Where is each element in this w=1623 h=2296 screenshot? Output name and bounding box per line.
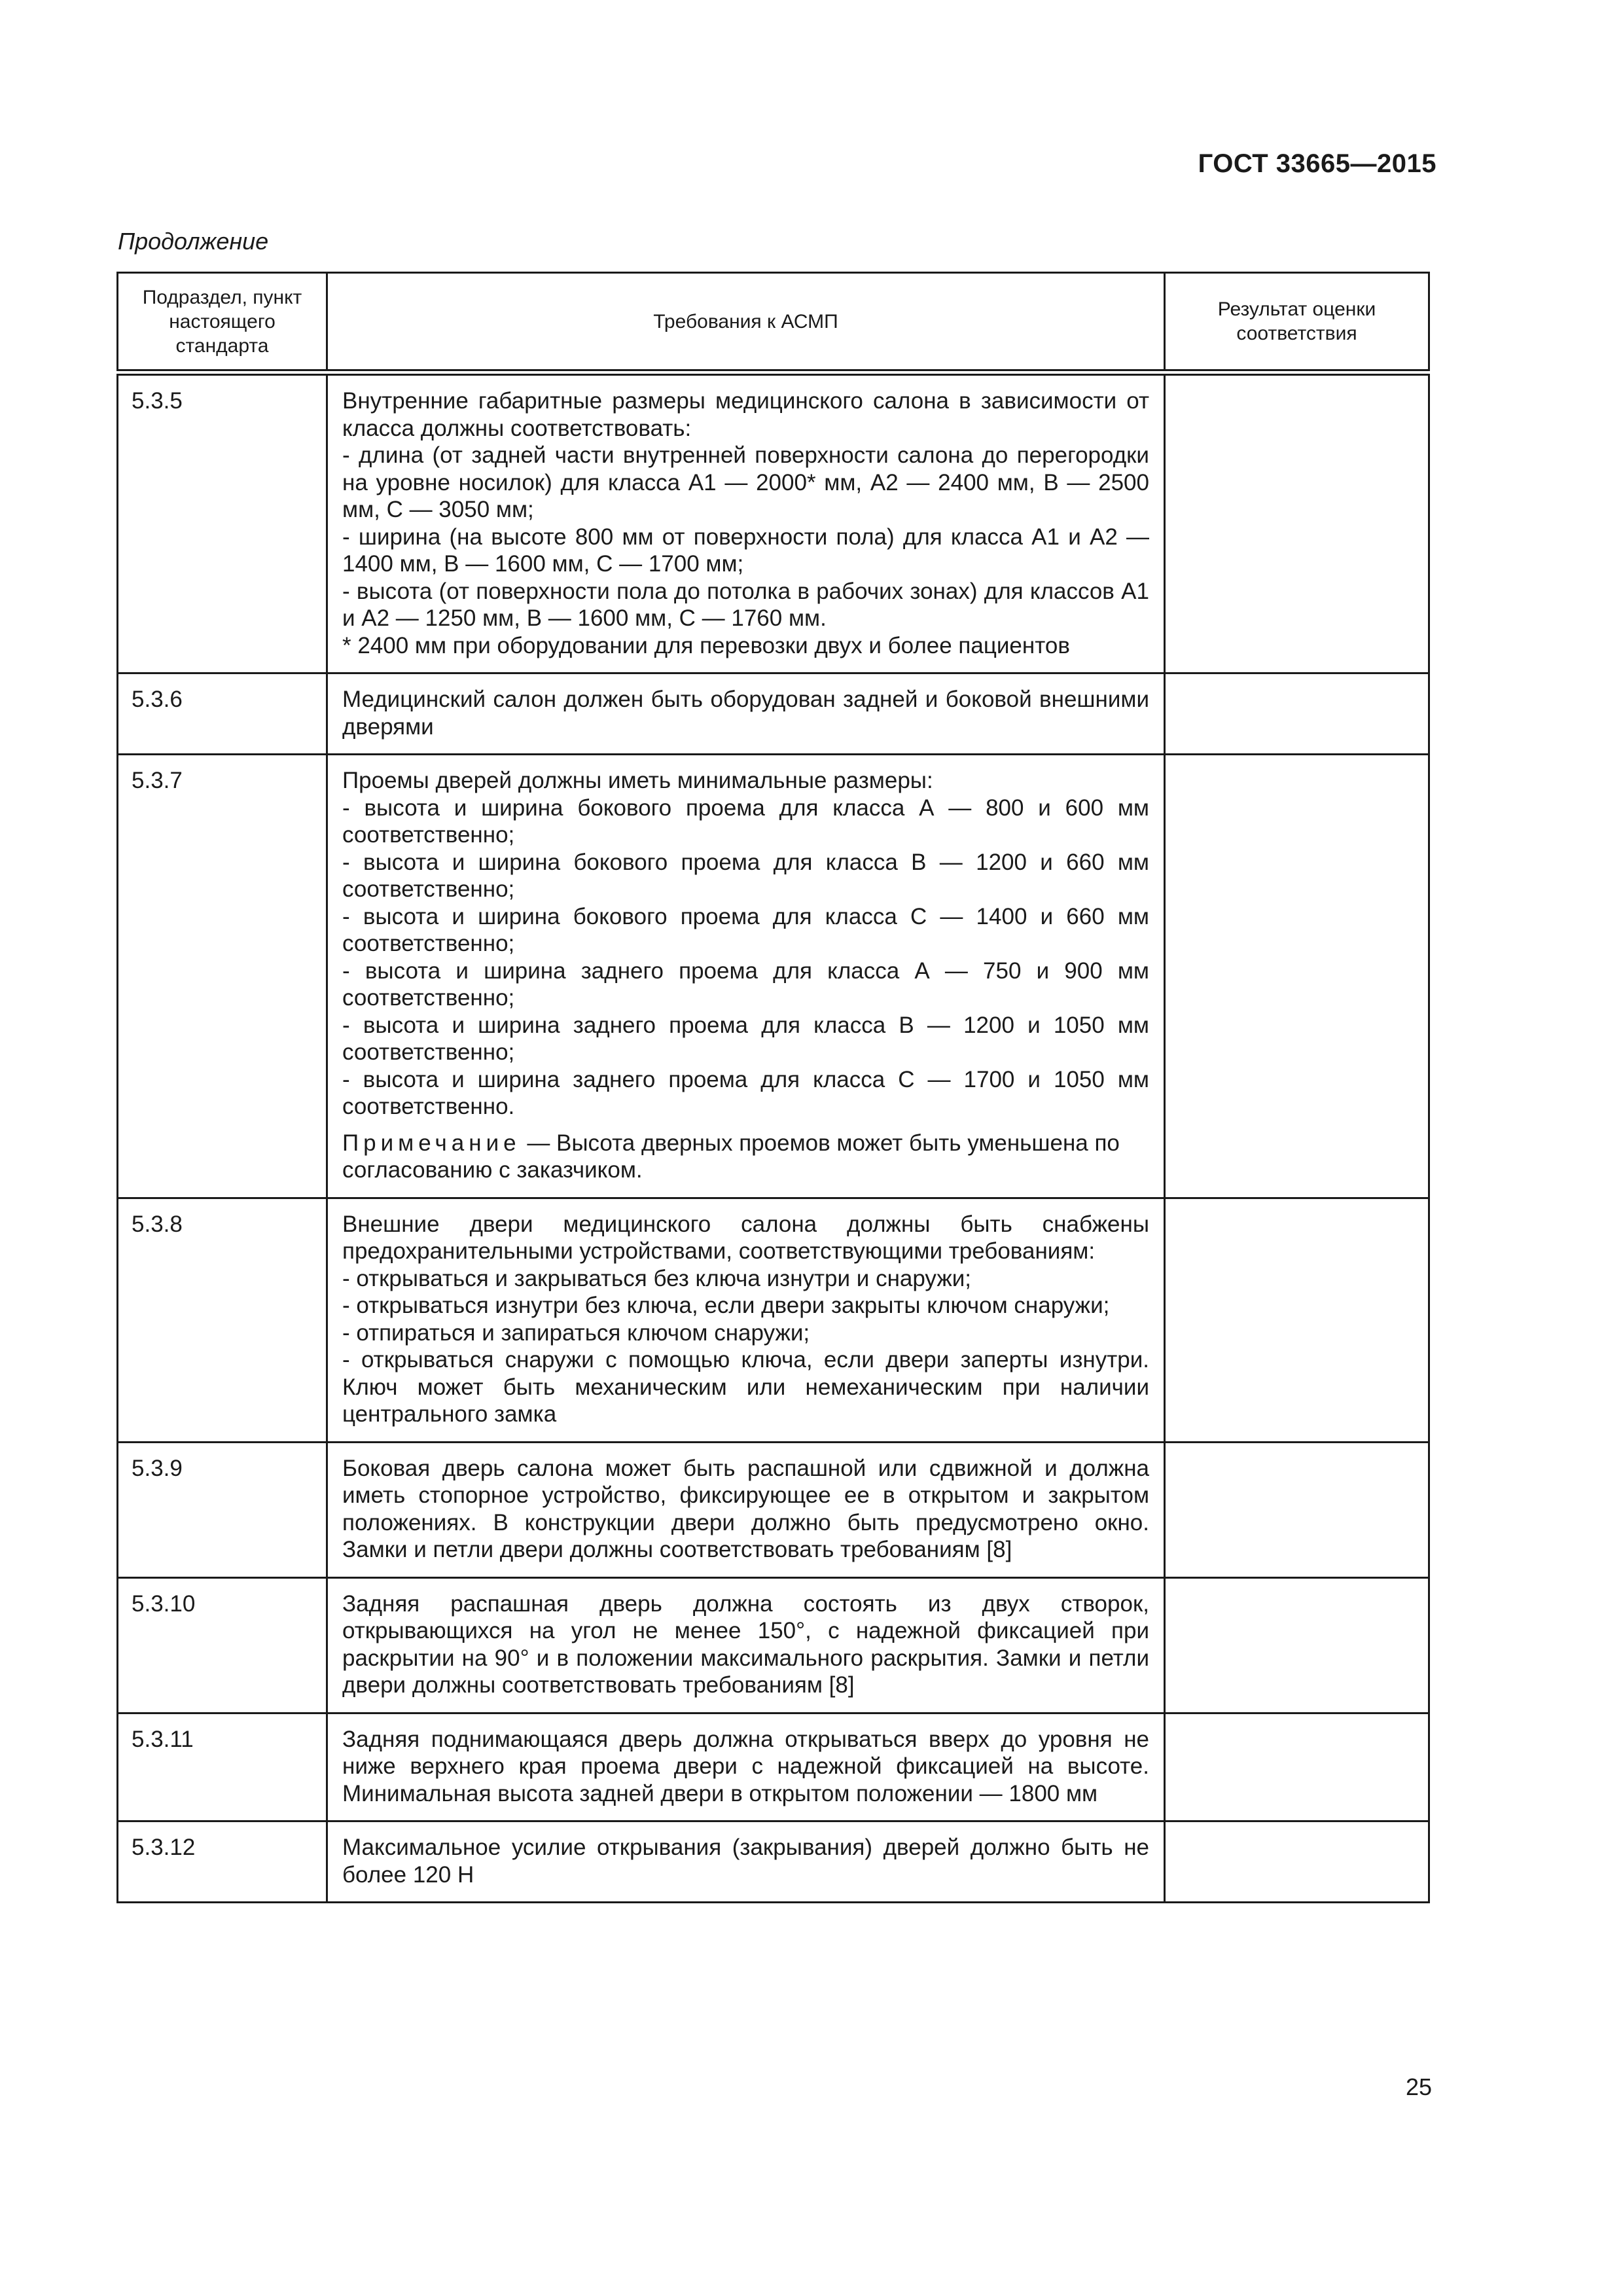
requirement-line: Боковая дверь салона может быть распашной или сдвижной и должна иметь стопорное устройство, фиксирующее ее в открытом и закрытом положениях. В конструкции двери должно быть предусмотрено окно. Замки и петли двери должны соответствовать требованиям [8]	[342, 1455, 1149, 1562]
requirement-text	[327, 755, 1165, 1198]
row-number: 5.3.6	[118, 673, 327, 755]
requirement-text	[327, 372, 1165, 673]
row-number: 5.3.5	[118, 372, 327, 673]
result-cell	[1165, 1577, 1429, 1713]
requirement-line: Внутренние габаритные размеры медицинского салона в зависимости от класса должны соответствовать:	[342, 388, 1149, 441]
requirement-line: Максимальное усилие открывания (закрывания) дверей должно быть не более 120 Н	[342, 1835, 1149, 1888]
requirement-line: - высота и ширина бокового проема для класса А — 800 и 600 мм соответственно;	[342, 795, 1149, 848]
result-cell	[1165, 1198, 1429, 1442]
row-number: 5.3.9	[118, 1442, 327, 1577]
row-number: 5.3.11	[118, 1713, 327, 1821]
requirement-line: - высота и ширина бокового проема для класса С — 1400 и 660 мм соответственно;	[342, 903, 1149, 956]
row-number: 5.3.12	[118, 1821, 327, 1903]
requirement-line: - высота и ширина заднего проема для класса А — 750 и 900 мм соответственно;	[342, 958, 1149, 1011]
requirement-line: Медицинский салон должен быть оборудован задней и боковой внешними дверями	[342, 687, 1149, 740]
table-row	[118, 1442, 1429, 1577]
row-number: 5.3.7	[118, 755, 327, 1198]
continuation-label: Продолжение	[118, 228, 269, 255]
requirement-line: - отпираться и запираться ключом снаружи;	[342, 1319, 810, 1346]
row-number: 5.3.10	[118, 1577, 327, 1713]
table-row	[118, 673, 1429, 755]
table-row	[118, 755, 1429, 1198]
header-subsection: Подраздел, пункт настоящего стандарта	[118, 273, 327, 373]
requirement-line: - высота (от поверхности пола до потолка в рабочих зонах) для классов А1 и А2 — 1250 мм, В — 1600 мм, С — 1760 мм.	[342, 578, 1149, 631]
result-cell	[1165, 1713, 1429, 1821]
requirement-line: Внешние двери медицинского салона должны быть снабжены предохранительными устройствами, соответствующими требованиям:	[342, 1211, 1149, 1264]
table-header-row	[118, 273, 1429, 373]
result-cell	[1165, 372, 1429, 673]
header-result: Результат оценки соответствия	[1165, 273, 1429, 373]
note	[342, 1130, 1149, 1184]
note-label: Примечание	[342, 1130, 521, 1156]
page-number: 25	[1405, 2073, 1432, 2100]
requirement-line: - длина (от задней части внутренней поверхности салона до перегородки на уровне носилок) для класса А1 — 2000* мм, А2 — 2400 мм, В — 2500 мм, С — 3050 мм;	[342, 442, 1149, 522]
requirement-line: - открываться снаружи с помощью ключа, если двери заперты изнутри. Ключ может быть механическим или немеханическим при наличии центрального замка	[342, 1347, 1149, 1427]
table-row	[118, 1577, 1429, 1713]
requirement-line: Задняя поднимающаяся дверь должна открываться вверх до уровня не ниже верхнего края проема двери с надежной фиксацией на высоте. Минимальная высота задней двери в открытом положении — 1800 мм	[342, 1726, 1149, 1806]
requirement-line: - высота и ширина бокового проема для класса В — 1200 и 660 мм соответственно;	[342, 849, 1149, 902]
requirement-line: Проемы дверей должны иметь минимальные размеры:	[342, 768, 933, 793]
header-requirements: Требования к АСМП	[327, 273, 1165, 373]
requirement-line: Задняя распашная дверь должна состоять из двух створок, открывающихся на угол не менее 150°, с надежной фиксацией при раскрытии на 90° и в положении максимального раскрытия. Замки и петли двери должны соответствовать требованиям [8]	[342, 1590, 1149, 1698]
requirement-line: - открываться и закрываться без ключа изнутри и снаружи;	[342, 1265, 972, 1291]
document-code: ГОСТ 33665—2015	[1198, 149, 1436, 178]
footnote-line: * 2400 мм при оборудовании для перевозки двух и более пациентов	[342, 632, 1070, 658]
requirement-text	[327, 1821, 1165, 1903]
result-cell	[1165, 1821, 1429, 1903]
requirement-text	[327, 1713, 1165, 1821]
table-row	[118, 1821, 1429, 1903]
table-row	[118, 1198, 1429, 1442]
table-row	[118, 372, 1429, 673]
row-number: 5.3.8	[118, 1198, 327, 1442]
requirement-line: - высота и ширина заднего проема для класса С — 1700 и 1050 мм соответственно.	[342, 1066, 1149, 1119]
requirement-text	[327, 1577, 1165, 1713]
result-cell	[1165, 673, 1429, 755]
requirement-text	[327, 1442, 1165, 1577]
requirement-line: - ширина (на высоте 800 мм от поверхности пола) для класса А1 и А2 — 1400 мм, В — 1600 мм, С — 1700 мм;	[342, 524, 1149, 577]
requirement-text	[327, 1198, 1165, 1442]
requirements-table	[116, 272, 1430, 1903]
requirement-line: - высота и ширина заднего проема для класса В — 1200 и 1050 мм соответственно;	[342, 1012, 1149, 1065]
result-cell	[1165, 1442, 1429, 1577]
note-text: — Высота дверных проемов может быть уменьшена по согласованию с заказчиком.	[342, 1130, 1120, 1183]
requirement-line: - открываться изнутри без ключа, если двери закрыты ключом снаружи;	[342, 1293, 1110, 1318]
result-cell	[1165, 755, 1429, 1198]
table-row	[118, 1713, 1429, 1821]
requirement-text	[327, 673, 1165, 755]
